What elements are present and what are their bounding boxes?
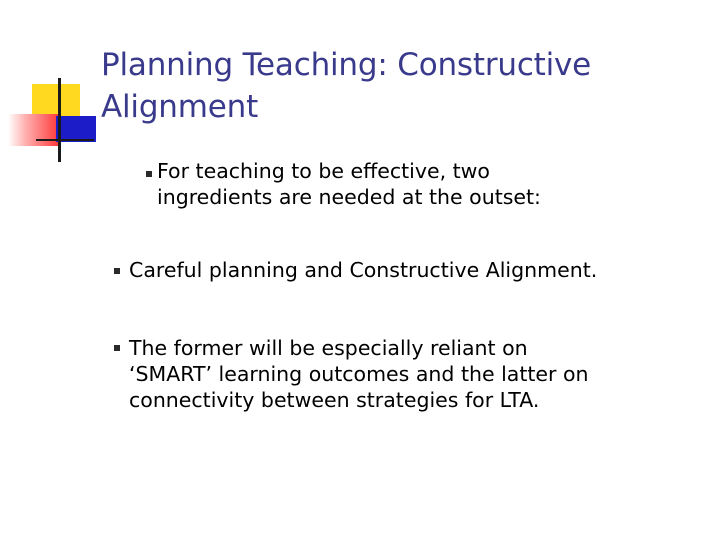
bullet-marker-icon — [114, 345, 120, 351]
bullet-marker-icon — [146, 171, 152, 177]
red-gradient-bar-shape — [8, 114, 58, 146]
vertical-rule-line — [58, 78, 61, 162]
bullet-marker-icon — [114, 268, 120, 274]
bullet-text-2: Careful planning and Constructive Alignment. — [129, 258, 598, 282]
slide-title: Planning Teaching: Constructive Alignment — [101, 47, 592, 125]
bullet-text-3: The former will be especially reliant on ‘SMART’ learning outcomes and the latter on connectivity between strategies for LTA. — [129, 336, 589, 412]
bullet-text-1: For teaching to be effective, two ingredients are needed at the outset: — [157, 159, 541, 209]
decorative-corner-graphic — [0, 0, 110, 170]
horizontal-rule-line — [36, 139, 94, 141]
